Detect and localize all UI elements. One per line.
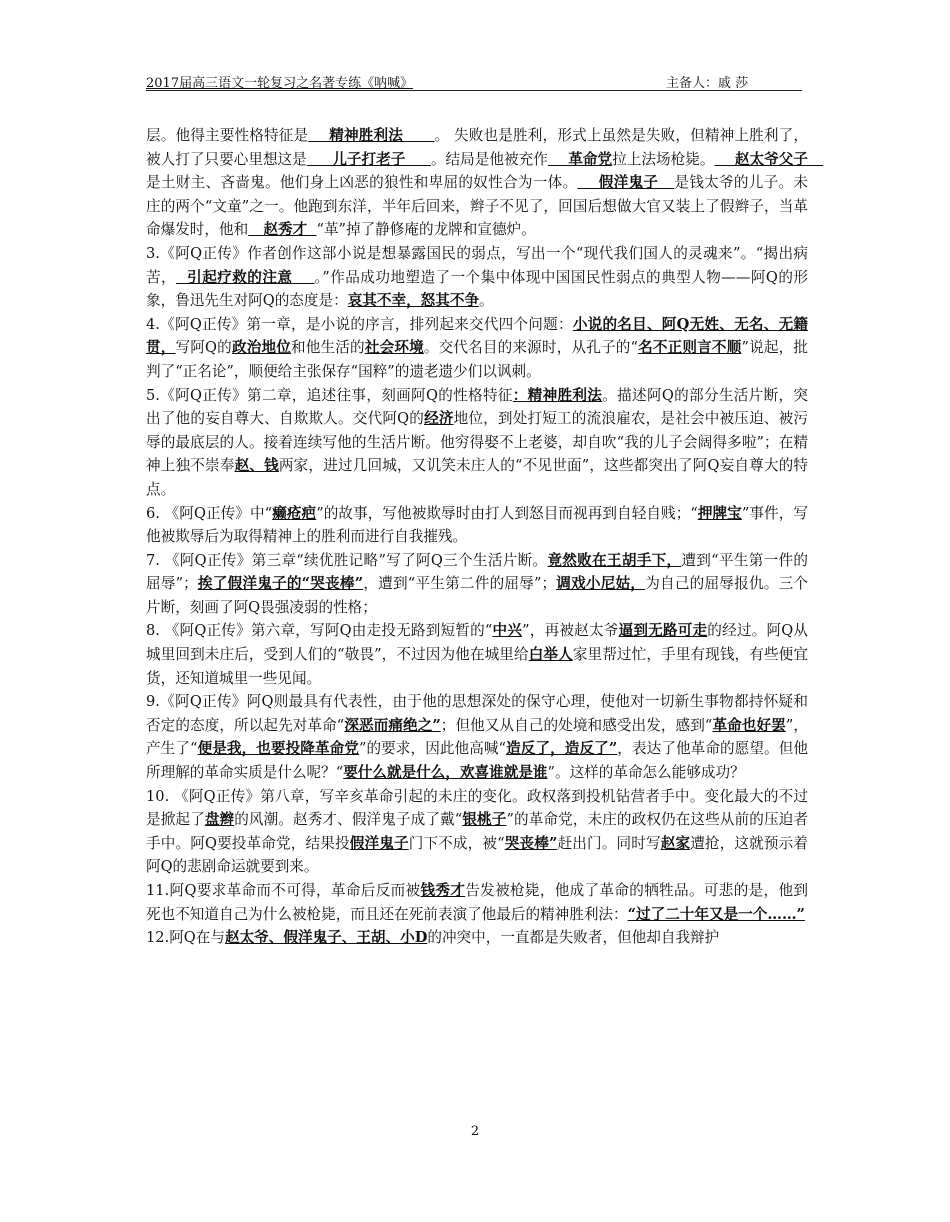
- key-term: 押牌宝: [697, 504, 742, 522]
- text-run: 门下不成，被“: [408, 834, 505, 852]
- text-run: 11.阿Q要求革命而不可得，革命后反而被: [146, 882, 421, 899]
- text-run: ，遭到“平生第二件的屈辱”；: [363, 575, 557, 593]
- key-term: 赵、钱: [234, 457, 279, 475]
- paragraph: [146, 879, 808, 926]
- text-run: 层。他得主要性格特征是: [146, 127, 309, 144]
- key-term: 假洋鬼子: [349, 834, 409, 852]
- key-term: 赵太爷父子: [714, 150, 824, 168]
- text-run: 12.阿Q在与: [146, 929, 225, 947]
- key-term: 深恶而痛绝之”: [344, 716, 441, 734]
- text-run: 。描述阿Q的部分生活片断，突出了他的妄自尊大、自欺欺人。交代阿Q的: [146, 386, 808, 428]
- text-run: ”说起，批判了“正名论”，顺便给主张保存“国粹”的遗老遗少们以讽刺。: [146, 339, 808, 380]
- text-run: ”，再被赵太爷: [522, 622, 619, 640]
- key-term: 政治地位: [231, 339, 291, 357]
- text-run: ”的故事，写他被欺辱时由打人到怒目而视再到自轻自贱；“: [316, 504, 698, 522]
- text-run: 和他生活的: [291, 339, 365, 357]
- header-author: 主备人：戚 莎: [666, 76, 749, 91]
- text-run: ”，产生了“: [146, 716, 808, 758]
- text-run: 。: [479, 292, 494, 310]
- key-term: “过了二十年又是一个……”: [627, 905, 805, 923]
- text-run: 地位，到处打短工的流浪雇农，是社会中被压迫、被污辱的最底层的人。接着连续写他的生活片断。他穷得娶不上老婆，却自吹“我的儿子会阔得多啦”；在精神上独不崇奉: [146, 410, 808, 475]
- text-run: ；但他又从自己的处境和感受出发，感到“: [440, 716, 713, 734]
- key-term: 要什么就是什么，欢喜谁就是谁: [343, 764, 548, 782]
- key-term: 经济: [424, 410, 454, 428]
- text-run: 为自己的屈辱报仇。三个片断，刻画了阿Q畏强凌弱的性格；: [146, 575, 808, 616]
- key-term: 银桃子: [462, 811, 507, 829]
- text-run: 。结局是他被充作: [430, 150, 548, 168]
- paragraph: [146, 619, 808, 690]
- key-term: 便是我，也要投降革命党: [197, 740, 359, 758]
- paragraph: [146, 549, 808, 620]
- paragraph: [146, 785, 808, 879]
- key-term: 中兴: [492, 622, 523, 640]
- text-run: ”的要求，因此他高喊“: [358, 740, 507, 758]
- text-run: ”。这样的革命怎么能够成功？: [547, 764, 745, 782]
- text-run: 的风潮。赵秀才、假洋鬼子成了戴“: [234, 811, 463, 829]
- text-run: 10. 《阿Q正传》第八章，写辛亥革命引起的未庄的变化。政权落到投机钻营者手中。变化最大的不过是掀起了: [146, 787, 808, 829]
- key-term: 赵太爷、假洋鬼子、王胡、小D: [224, 929, 428, 947]
- key-term: 白举人: [528, 646, 573, 664]
- paragraph: [146, 124, 824, 242]
- text-run: 的冲突中，一直都是失败者，但他却自我辩护: [427, 929, 720, 947]
- paragraph: [146, 313, 808, 384]
- text-run: 的经过。阿Q从城里回到未庄后，受到人们的“敬畏”，不过因为他在城里给: [146, 622, 808, 664]
- key-term: 赵家: [660, 834, 691, 852]
- key-term: 调戏小尼姑，: [556, 575, 646, 593]
- paragraph: [146, 502, 808, 549]
- header-title: 2017届高三语文一轮复习之名著专练《呐喊》: [146, 76, 414, 91]
- key-term: 革命也好罢: [712, 716, 786, 734]
- text-run: 告发被枪毙，他成了革命的牺牲品。可悲的是，他到死也不知道自己为什么被枪毙，而且还在死前表演了他最后的精神胜利法：: [146, 882, 808, 923]
- text-run: 是钱太爷的儿子。未庄的两个“文童”之一。他跑到东洋，半年后回来，辫子不见了，回国后想做大官又装上了假辫子，当革命爆发时，他和: [146, 174, 808, 239]
- text-run: 5.《阿Q正传》第二章，追述往事，刻画阿Q的性格特征: [146, 386, 513, 404]
- text-run: 遭到“平生第一件的屈辱”；: [146, 551, 808, 593]
- text-run: ”的革命党，未庄的政权仍在这些从前的压迫者手中。阿Q要投革命党，结果投: [146, 811, 808, 852]
- text-run: 是土财主、吝啬鬼。他们身上凶恶的狼性和卑屈的奴性合为一体。: [146, 174, 578, 192]
- text-run: ”事件，写他被欺辱后为取得精神上的胜利而进行自我摧残。: [146, 504, 808, 546]
- key-term: 儿子打老子: [306, 150, 431, 168]
- text-run: 。交代名目的来源时，从孔子的“: [423, 339, 638, 357]
- text-run: 9.《阿Q正传》阿Q则最具有代表性，由于他的思想深处的保守心理，使他对一切新生事物都持怀疑和否定的态度，所以起先对革命“: [146, 693, 808, 734]
- key-term: 赵秀才: [248, 221, 308, 239]
- text-run: 两家，进过几回城，又讥笑未庄人的“不见世面”，这些都突出了阿Q妄自尊大的特点。: [146, 457, 808, 498]
- text-run: 。”作品成功地塑造了一个集中体现中国国民性弱点的典型人物——阿Q的形象，鲁迅先生对阿Q的态度是：: [146, 268, 808, 310]
- page-header: [146, 70, 802, 91]
- text-run: ，表达了他革命的愿望。但他所理解的革命实质是什么呢？“: [146, 740, 808, 782]
- paragraph: [146, 926, 808, 950]
- text-run: 写阿Q的: [175, 339, 232, 357]
- text-run: 6. 《阿Q正传》中“: [146, 504, 273, 522]
- text-run: 赶出门。同时写: [557, 834, 661, 852]
- key-term: 哀其不幸，怒其不争: [347, 292, 480, 310]
- page-number: 2: [470, 1124, 480, 1139]
- key-term: 名不正则言不顺: [637, 339, 742, 357]
- key-term: 癞疮疤: [272, 504, 317, 522]
- key-term: 钱秀才: [420, 882, 466, 899]
- text-run: 3.《阿Q正传》作者创作这部小说是想暴露国民的弱点，写出一个“现代我们国人的灵魂来”。“揭出病苦，: [146, 244, 808, 286]
- key-term: 引起疗救的注意: [176, 268, 315, 286]
- key-term: 假洋鬼子: [577, 174, 675, 192]
- key-term: 哭丧棒”: [504, 834, 558, 852]
- text-run: 拉上法场枪毙。: [612, 150, 715, 168]
- key-term: 盘辫: [204, 811, 235, 829]
- text-run: “革”掉了静修庵的龙牌和宣德炉。: [316, 221, 536, 239]
- key-term: 逼到无路可走: [618, 622, 708, 640]
- key-term: 造反了，造反了”: [506, 740, 618, 758]
- document-body: [146, 124, 824, 950]
- text-run: 遭抢，这就预示着阿Q的悲剧命运就要到来。: [146, 834, 808, 876]
- text-run: 家里帮过忙，手里有现钱，有些便宜货，还知道城里一些见闻。: [146, 646, 808, 687]
- text-run: 4.《阿Q正传》第一章，是小说的序言，排列起来交代四个问题：: [146, 315, 573, 333]
- key-term: 革命党: [547, 150, 613, 168]
- paragraph: [146, 690, 808, 784]
- key-term: 精神胜利法: [308, 127, 435, 144]
- text-run: 8. 《阿Q正传》第六章，写阿Q由走投无路到短暂的“: [146, 622, 493, 640]
- key-term: 竟然败在王胡手下，: [547, 551, 682, 569]
- key-term: ：精神胜利法: [512, 386, 603, 404]
- text-run: 7. 《阿Q正传》第三章“续优胜记略”写了阿Q三个生活片断。: [146, 551, 548, 569]
- paragraph: [146, 384, 808, 502]
- key-term: 社会环境: [364, 339, 424, 357]
- key-term: 挨了假洋鬼子的“哭丧棒”: [197, 575, 364, 593]
- key-term: 小说的名目、阿Q无姓、无名、无籍贯，: [146, 315, 808, 357]
- paragraph: [146, 242, 808, 313]
- text-run: 。 失败也是胜利，形式上虽然是失败，但精神上胜利了，被人打了只要心里想这是: [146, 127, 808, 168]
